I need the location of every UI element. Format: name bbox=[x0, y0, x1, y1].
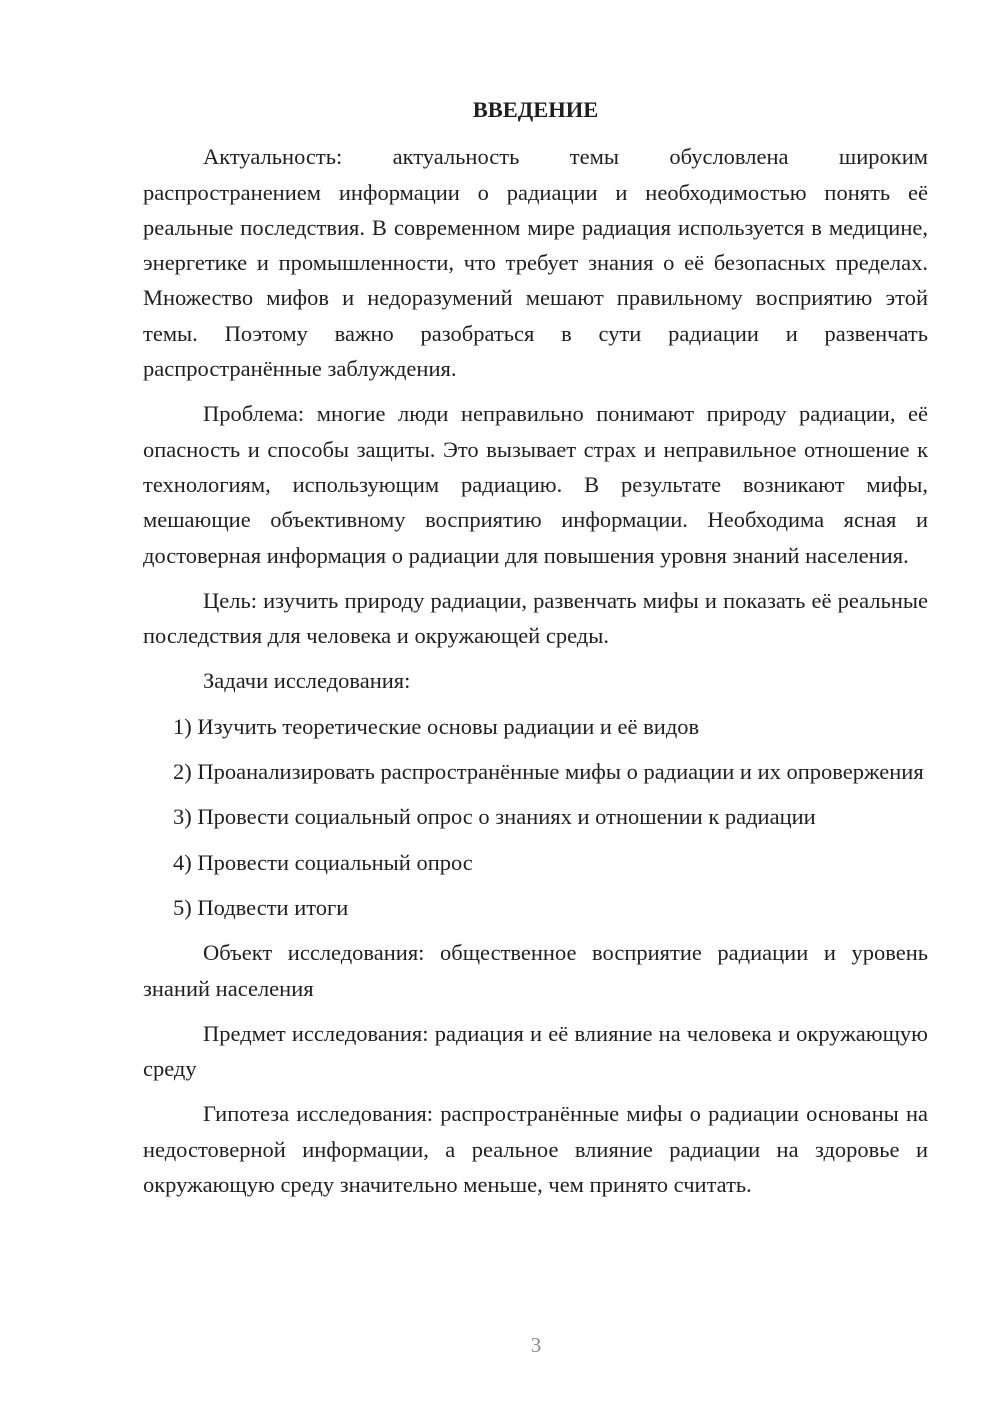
paragraph-problem: Проблема: многие люди неправильно понимают природу радиации, её опасность и способы защиты. Это вызывает страх и неправильное отношение к технологиям, использующим радиацию. В результате возникают мифы, мешающие объективному восприятию информации. Необходима ясная и достоверная информация о радиации для повышения уровня знаний населения. bbox=[143, 401, 928, 568]
task-item-2: 2) Проанализировать распространённые мифы о радиации и их опровержения bbox=[173, 759, 924, 785]
paragraph-subject: Предмет исследования: радиация и её влияние на человека и окружающую среду bbox=[143, 1020, 928, 1082]
task-item-3: 3) Провести социальный опрос о знаниях и отношении к радиации bbox=[173, 804, 816, 830]
paragraph-relevance: Актуальность: актуальность темы обусловлена широким распространением информации о радиации и необходимостью понять её реальные последствия. В современном мире радиация используется в медицине, энергетике и промышленности, что требует знания о её безопасных пределах. Множество мифов и недоразумений мешают правильному восприятию этой темы. Поэтому важно разобраться в сути радиации и развенчать распространённые заблуждения. bbox=[143, 144, 928, 382]
page-number: 3 bbox=[530, 1333, 542, 1357]
section-title: ВВЕДЕНИЕ bbox=[472, 97, 599, 122]
paragraph-tasks-heading: Задачи исследования: bbox=[203, 668, 411, 694]
paragraph-hypothesis: Гипотеза исследования: распространённые мифы о радиации основаны на недостоверной информации, а реальное влияние радиации на здоровье и окружающую среду значительно меньше, чем принято считать. bbox=[143, 1101, 928, 1198]
page-content bbox=[143, 92, 928, 1212]
paragraph-object: Объект исследования: общественное восприятие радиации и уровень знаний населения bbox=[143, 940, 928, 1001]
task-item-5: 5) Подвести итоги bbox=[173, 894, 349, 920]
paragraph-goal: Цель: изучить природу радиации, развенчать мифы и показать её реальные последствия для человека и окружающей среды. bbox=[143, 587, 928, 649]
task-item-4: 4) Провести социальный опрос bbox=[173, 849, 473, 875]
task-item-1: 1) Изучить теоретические основы радиации и её видов bbox=[173, 713, 700, 739]
